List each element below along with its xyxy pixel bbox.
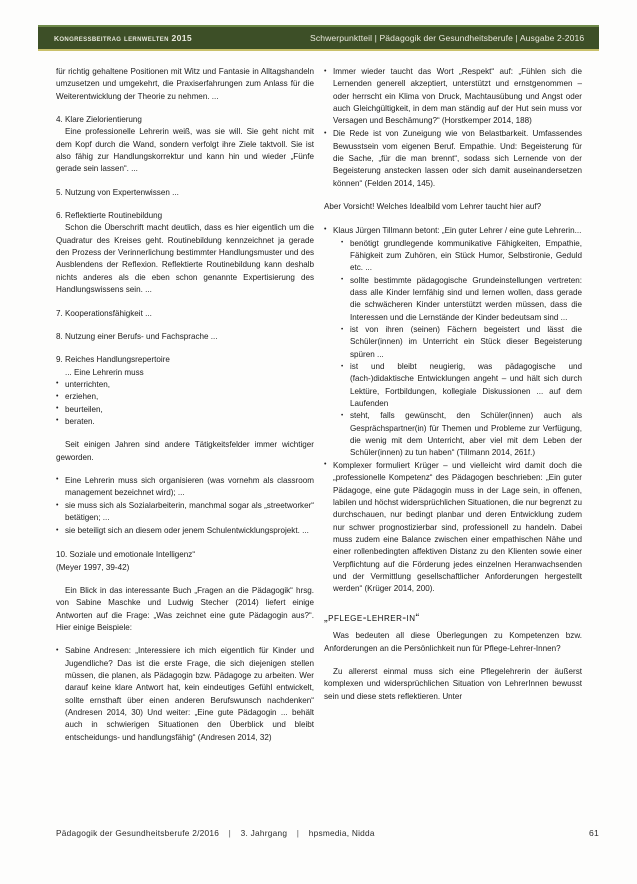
sublist-item: • steht, falls gewünscht, den Schüler(innen) auch als Gesprächspartner(in) für Themen und Probleme zur Verfügung, die wenig mit dem Unterricht, aber viel mit dem Leben der Schüler(innen) zu tun haben“ (Tillmann 2014, 261f.) — [341, 410, 582, 459]
list-taetigkeitsfelder — [56, 475, 314, 538]
list-item-respekt: • Immer wieder taucht das Wort „Respekt“ auf: „Fühlen sich die Lernenden generell akzeptiert, unterstützt und ernstgenommen – oder herrscht ein Klima von Druck, Machtausübung und Angst oder auch Gleichgültigkeit, in dem man ständig auf der Hut sein muss vor Versagen und Beschämung?“ (Horstkemper 2014, 188) — [324, 66, 582, 128]
heading-8-berufs-und-fachsprache: 8. Nutzung einer Berufs- und Fachsprache ... — [56, 331, 218, 341]
footer-journal-title: Pädagogik der Gesundheitsberufe 2/2016 — [56, 828, 220, 838]
paragraph-aber-vorsicht: Aber Vorsicht! Welches Idealbild vom Lehrer taucht hier auf? — [324, 202, 542, 212]
list-item: • sie muss sich als Sozialarbeiterin, manchmal sogar als „streetworker“ betätigen; ... — [56, 500, 314, 525]
heading-9-reiches-handlungsrepertoire: 9. Reiches Handlungsrepertoire — [56, 355, 170, 365]
list-item-andresen: • Sabine Andresen: „Interessiere ich mich eigentlich für Kinder und Jugendliche? Das ist die erste Frage, die sich diejenigen stellen müssen, die planen, als Pädagogin bzw. Pädagoge zu arbeiten. Wer darauf keine klare Antwort hat, kein eindeutiges Gefühl entwickelt, sollte ernsthaft über einen anderen Berufswunsch nachdenken“ (Andresen 2014, 30) Und weiter: „Eine gute Pädagogin ... behält auch in schwierigen Situationen den Überblick und bleibt entscheidungs- und handlungsfähig“ (Andresen 2014, 32) — [56, 645, 314, 744]
list-item: • sie beteiligt sich an diesem oder jenem Schulentwicklungsprojekt. ... — [56, 525, 314, 537]
left-text-column — [56, 66, 314, 744]
list-beispiele — [56, 645, 314, 744]
heading-10-soziale-emotionale-intelligenz: 10. Soziale und emotionale Intelligenz“ — [56, 550, 196, 560]
footer-publisher: hpsmedia, Nidda — [308, 828, 375, 838]
list-item: • beurteilen, — [56, 404, 314, 416]
paragraph-intro-continuation: für richtig gehaltene Positionen mit Witz und Fantasie in Alltagshandeln umzusetzen und umgekehrt, die Praxiserfahrungen zum Anlass für die Weiterentwicklung der Theorie zu nehmen. ... — [56, 67, 314, 101]
list-item: • Eine Lehrerin muss sich organisieren (was vornehm als classroom management bezeichnet wird); ... — [56, 475, 314, 500]
section-heading-pflege-lehrer-in: „pflege-lehrer-in“ — [324, 612, 420, 625]
list-item-krueger: • Komplexer formuliert Krüger – und vielleicht wird damit doch die „professionelle Kompetenz“ des Pädagogen beschrieben: „Ein guter Pädagoge, eine gute Pädagogin muss in der Lage sein, in offenen, labilen und höchst widersprüchlichen Situationen, die nur begrenzt zu durchschauen, nur bedingt planbar und deren Entwicklung zudem nur schwer prognostizierbar sind, professionell zu handeln. Dabei muss zudem eine Balance zwischen einer empathischen Nähe und einer rollenbedingten affektiven Distanz zu den Klienten sowie einer Verpflichtung auf die Förderung jedes einzelnen Heranwachsenden und der Vermittlung gesellschaftlicher Anforderungen hergestellt werden“ (Krüger 2014, 200). — [324, 460, 582, 596]
paragraph-reflektierte-routinebildung: Schon die Überschrift macht deutlich, dass es hier eigentlich um die Quadratur des Kreises geht. Routinebildung kennzeichnet ja gerade den Prozess der Verinnerlichung bestimmter Handlungsmuster und des Ausblendens der Reflexion. Reflektierte Routinebildung kann deshalb nichts anderes als die eben schon genannte Expertisierung des Handlungswissens sein. ... — [56, 223, 314, 295]
list-item: • erziehen, — [56, 391, 314, 403]
heading-4-klare-zielorientierung: 4. Klare Zielorientierung — [56, 115, 142, 125]
list-item-tillmann-intro: • Klaus Jürgen Tillmann betont: „Ein guter Lehrer / eine gute Lehrerin... — [324, 225, 582, 237]
list-item-zuneigung: • Die Rede ist von Zuneigung wie von Belastbarkeit. Umfassendes Bewusstsein vom eigenen Beruf. Empathie. Und: Begeisterung für die Sache, „für die man brennt“, sodass sich Lernende von der Begeisterung anstecken lassen oder sich damit auseinandersetzen können“ (Felden 2014, 145). — [324, 128, 582, 190]
paragraph-lehrerin-muss: ... Eine Lehrerin muss — [65, 367, 144, 377]
footer-imprint — [56, 828, 375, 838]
paragraph-klare-zielorientierung: Eine professionelle Lehrerin weiß, was sie will. Sie geht nicht mit dem Kopf durch die Wand, sondern verfolgt ihre Ziele taktvoll. Sie ist also fähig zur Handlungskorrektur und kann hin und wieder „Fünfe gerade sein lassen“. ... — [56, 127, 314, 174]
list-respekt-zuneigung — [324, 66, 582, 190]
page-header-band — [38, 25, 599, 51]
page-footer — [56, 828, 599, 838]
header-section-label: Schwerpunktteil | Pädagogik der Gesundheitsberufe | Ausgabe 2-2016 — [310, 33, 585, 43]
list-item: • beraten. — [56, 416, 314, 428]
footer-separator: | — [228, 828, 232, 838]
footer-volume: 3. Jahrgang — [240, 828, 288, 838]
paragraph-buch-fragen-an-die-paedagogik: Ein Blick in das interessante Buch „Fragen an die Pädagogik“ hrsg. von Sabine Maschke und Ludwig Stecher (2014) liefert einige Antworten auf die Frage: „Was zeichnet eine gute Pädagogin aus?“. Hier einige Beispiele: — [56, 585, 314, 632]
page-number: 61 — [588, 828, 599, 838]
sublist-item: • ist und bleibt neugierig, was pädagogische und (fach-)didaktische Entwicklungen angeht – und hält sich durch Lektüre, Fortbildungen, kollegiale Diskussionen ... auf dem Laufenden — [341, 361, 582, 410]
sublist-item: • ist von ihren (seinen) Fächern begeistert und lässt die Schüler(innen) im Unterricht ein Stück dieser Begeisterung spüren ... — [341, 324, 582, 361]
footer-separator: | — [296, 828, 300, 838]
paragraph-zuallererst: Zu allererst einmal muss sich eine Pflegelehrerin der äußerst komplexen und widersprüchlichen Situation von LehrerInnen bewusst sein und diese stets reflektieren. Unter — [324, 667, 582, 701]
sublist-item: • sollte bestimmte pädagogische Grundeinstellungen vertreten: dass alle Kinder lernfähig sind und lernen wollen, dass gerade die schwächeren Kinder unterstützt werden müssen, dass die Interessen und die Lernstände der Kinder bedeutsam sind ... — [341, 275, 582, 324]
heading-5-nutzung-expertenwissen: 5. Nutzung von Expertenwissen ... — [56, 187, 179, 197]
heading-7-kooperationsfaehigkeit: 7. Kooperationsfähigkeit ... — [56, 308, 152, 318]
header-congress-label: kongressbeitrag lernwelten 2015 — [54, 32, 193, 44]
list-handlungsrepertoire — [56, 379, 314, 428]
heading-6-reflektierte-routinebildung: 6. Reflektierte Routinebildung — [56, 211, 163, 221]
sublist-item: • benötigt grundlegende kommunikative Fähigkeiten, Empathie, Fähigkeit zum Zuhören, ein Stück Humor, Selbstironie, Geduld etc. ... — [341, 238, 582, 275]
citation-meyer: (Meyer 1997, 39-42) — [56, 562, 130, 572]
paragraph-was-bedeuten: Was bedeuten all diese Überlegungen zu Kompetenzen bzw. Anforderungen an die Persönlichkeit nun für Pflege-Lehrer-Innen? — [324, 631, 582, 653]
right-text-column — [324, 66, 582, 703]
list-tillmann — [324, 225, 582, 596]
list-item: • unterrichten, — [56, 379, 314, 391]
paragraph-seit-einigen-jahren: Seit einigen Jahren sind andere Tätigkeitsfelder immer wichtiger geworden. — [56, 440, 314, 462]
